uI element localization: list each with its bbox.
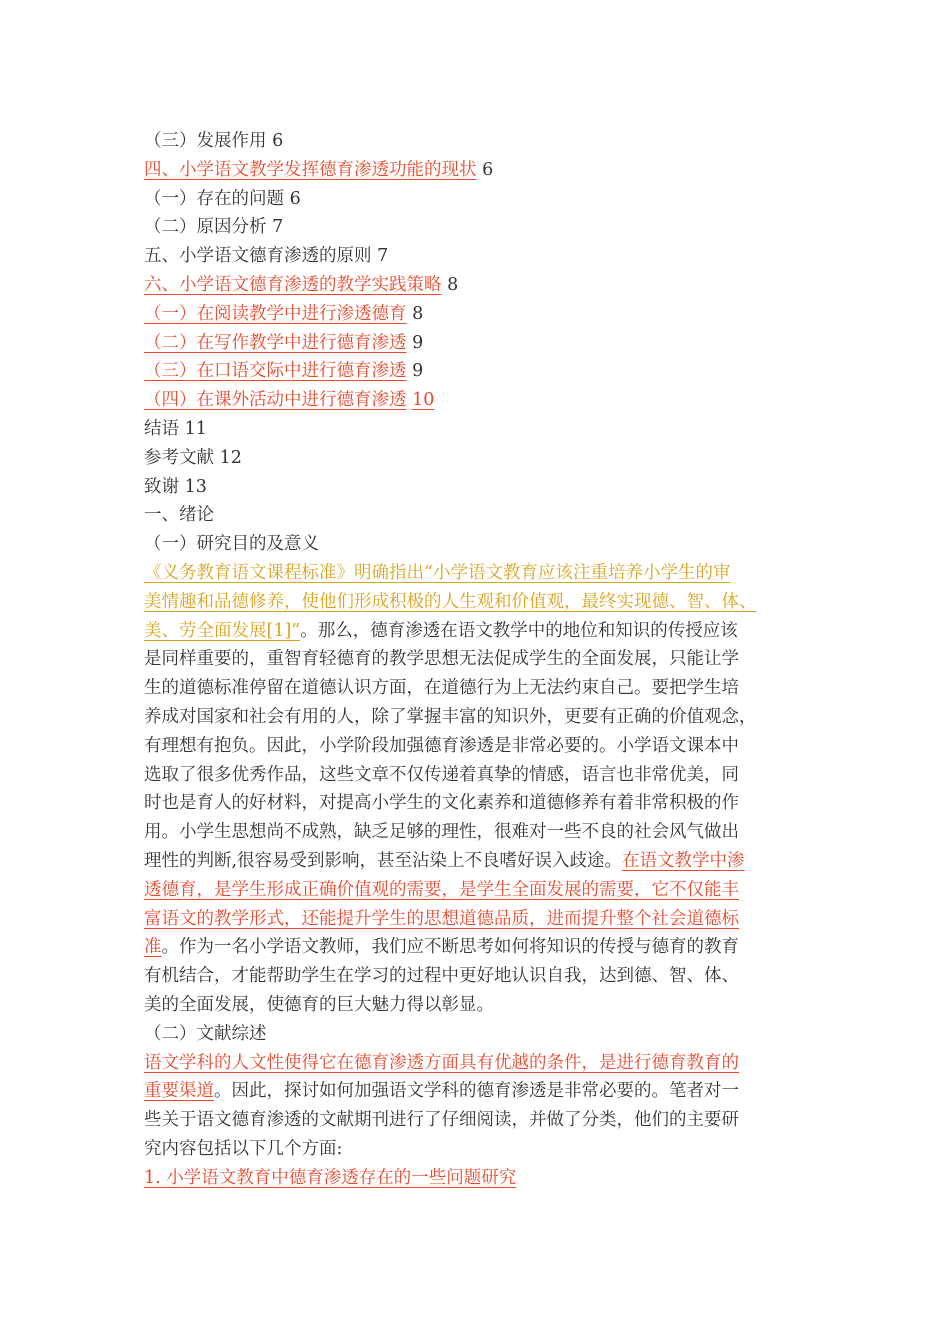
toc-entry-page: 8 xyxy=(447,274,459,295)
highlight-link[interactable]: 重要渠道 xyxy=(144,1081,214,1102)
highlight-link[interactable]: 在语文教学中渗 xyxy=(622,850,745,871)
heading-link-item-1[interactable]: 1. 小学语文教育中德育渗透存在的一些问题研究 xyxy=(144,1167,517,1188)
toc-entry-page: 6 xyxy=(482,159,494,180)
toc-entry-page: 9 xyxy=(412,332,424,353)
paragraph-purpose-significance xyxy=(144,559,824,1020)
toc-entry-title[interactable]: 四、小学语文教学发挥德育渗透功能的现状 xyxy=(144,159,477,180)
highlight-link[interactable]: 富语文的教学形式，还能提升学生的思想道德品质，进而提升整个社会道德标 xyxy=(144,908,739,929)
toc-entry xyxy=(144,213,824,242)
document-page xyxy=(144,127,824,1192)
toc-entry-page: 10 xyxy=(412,390,435,411)
paragraph-text: 生的道德标准停留在道德认识方面，在道德行为上无法约束自己。要把学生培 xyxy=(144,678,739,699)
toc-entry-page: 13 xyxy=(184,476,207,497)
toc-entry xyxy=(144,185,824,214)
paragraph-literature-review xyxy=(144,1049,824,1164)
toc-entry-title: 参考文献 xyxy=(144,447,214,468)
paragraph-text: 选取了很多优秀作品，这些文章不仅传递着真挚的情感，语言也非常优美，同 xyxy=(144,764,739,785)
paragraph-text: 有机结合，才能帮助学生在学习的过程中更好地认识自我，达到德、智、体、 xyxy=(144,966,739,987)
toc-entry[interactable] xyxy=(144,386,824,415)
subsection-title-literature-review: （二）文献综述 xyxy=(144,1023,267,1044)
toc-entry-page: 9 xyxy=(412,361,424,382)
paragraph-text: 究内容包括以下几个方面: xyxy=(144,1138,343,1159)
toc-entry-title: 致谢 xyxy=(144,476,179,497)
citation-link[interactable]: 《义务教育语文课程标准》明确指出“小学语文教育应该注重培养小学生的审 xyxy=(144,562,731,583)
toc-entry xyxy=(144,127,824,156)
toc-entry xyxy=(144,415,824,444)
table-of-contents xyxy=(144,127,824,501)
toc-entry xyxy=(144,444,824,473)
paragraph-text: 用。小学生思想尚不成熟，缺乏足够的理性，很难对一些不良的社会风气做出 xyxy=(144,822,739,843)
subsection-title-purpose: （一）研究目的及意义 xyxy=(144,534,319,555)
toc-entry-title[interactable]: （三）在口语交际中进行德育渗透 xyxy=(144,361,407,382)
toc-entry-page: 8 xyxy=(412,303,424,324)
paragraph-text: 。那么，德育渗透在语文教学中的地位和知识的传授应该 xyxy=(300,620,738,641)
toc-entry-title: （二）原因分析 xyxy=(144,217,267,238)
toc-entry-page: 7 xyxy=(272,217,284,238)
highlight-link[interactable]: 语文学科的人文性使得它在德育渗透方面具有优越的条件，是进行德育教育的 xyxy=(144,1052,739,1073)
toc-entry-title: （一）存在的问题 xyxy=(144,188,284,209)
toc-entry-page: 11 xyxy=(184,418,207,439)
toc-entry xyxy=(144,242,824,271)
toc-entry-title: 五、小学语文德育渗透的原则 xyxy=(144,246,372,267)
toc-entry-page: 6 xyxy=(289,188,301,209)
paragraph-text: 些关于语文德育渗透的文献期刊进行了仔细阅读，并做了分类，他们的主要研 xyxy=(144,1110,739,1131)
highlight-link[interactable]: 透德育，是学生形成正确价值观的需要，是学生全面发展的需要，它不仅能丰 xyxy=(144,879,739,900)
toc-entry-page: 12 xyxy=(219,447,242,468)
paragraph-text: 。因此，探讨如何加强语文学科的德育渗透是非常必要的。笔者对一 xyxy=(214,1081,739,1102)
citation-link[interactable]: 美情趣和品德修养，使他们形成积极的人生观和价值观，最终实现德、智、体、 xyxy=(144,591,757,612)
toc-entry-title[interactable]: （四）在课外活动中进行德育渗透 xyxy=(144,390,407,411)
citation-link[interactable]: 美、劳全面发展[1]” xyxy=(144,620,301,641)
toc-entry[interactable] xyxy=(144,300,824,329)
paragraph-text: 理性的判断,很容易受到影响，甚至沾染上不良嗜好误入歧途。 xyxy=(144,850,623,871)
toc-entry[interactable] xyxy=(144,329,824,358)
toc-entry xyxy=(144,473,824,502)
toc-entry-title: （三）发展作用 xyxy=(144,131,267,151)
paragraph-text: 是同样重要的，重智育轻德育的教学思想无法促成学生的全面发展，只能让学 xyxy=(144,649,739,670)
toc-entry-page: 7 xyxy=(377,246,389,267)
paragraph-text: 养成对国家和社会有用的人，除了掌握丰富的知识外，更要有正确的价值观念， xyxy=(144,706,757,727)
paragraph-text: 美的全面发展，使德育的巨大魅力得以彰显。 xyxy=(144,994,494,1015)
paragraph-text: 时也是育人的好材料，对提高小学生的文化素养和道德修养有着非常积极的作 xyxy=(144,793,739,814)
toc-entry-title[interactable]: （二）在写作教学中进行德育渗透 xyxy=(144,332,407,353)
toc-entry-title[interactable]: （一）在阅读教学中进行渗透德育 xyxy=(144,303,407,324)
toc-entry[interactable] xyxy=(144,156,824,185)
toc-entry[interactable] xyxy=(144,357,824,386)
highlight-link[interactable]: 准 xyxy=(144,937,162,958)
toc-entry[interactable] xyxy=(144,271,824,300)
toc-entry-page: 6 xyxy=(272,131,284,151)
section-title-introduction: 一、绪论 xyxy=(144,505,214,526)
toc-entry-title[interactable]: 六、小学语文德育渗透的教学实践策略 xyxy=(144,274,442,295)
paragraph-text: 。作为一名小学语文教师，我们应不断思考如何将知识的传授与德育的教育 xyxy=(161,937,739,958)
toc-entry-title: 结语 xyxy=(144,418,179,439)
paragraph-text: 有理想有抱负。因此，小学阶段加强德育渗透是非常必要的。小学语文课本中 xyxy=(144,735,739,756)
